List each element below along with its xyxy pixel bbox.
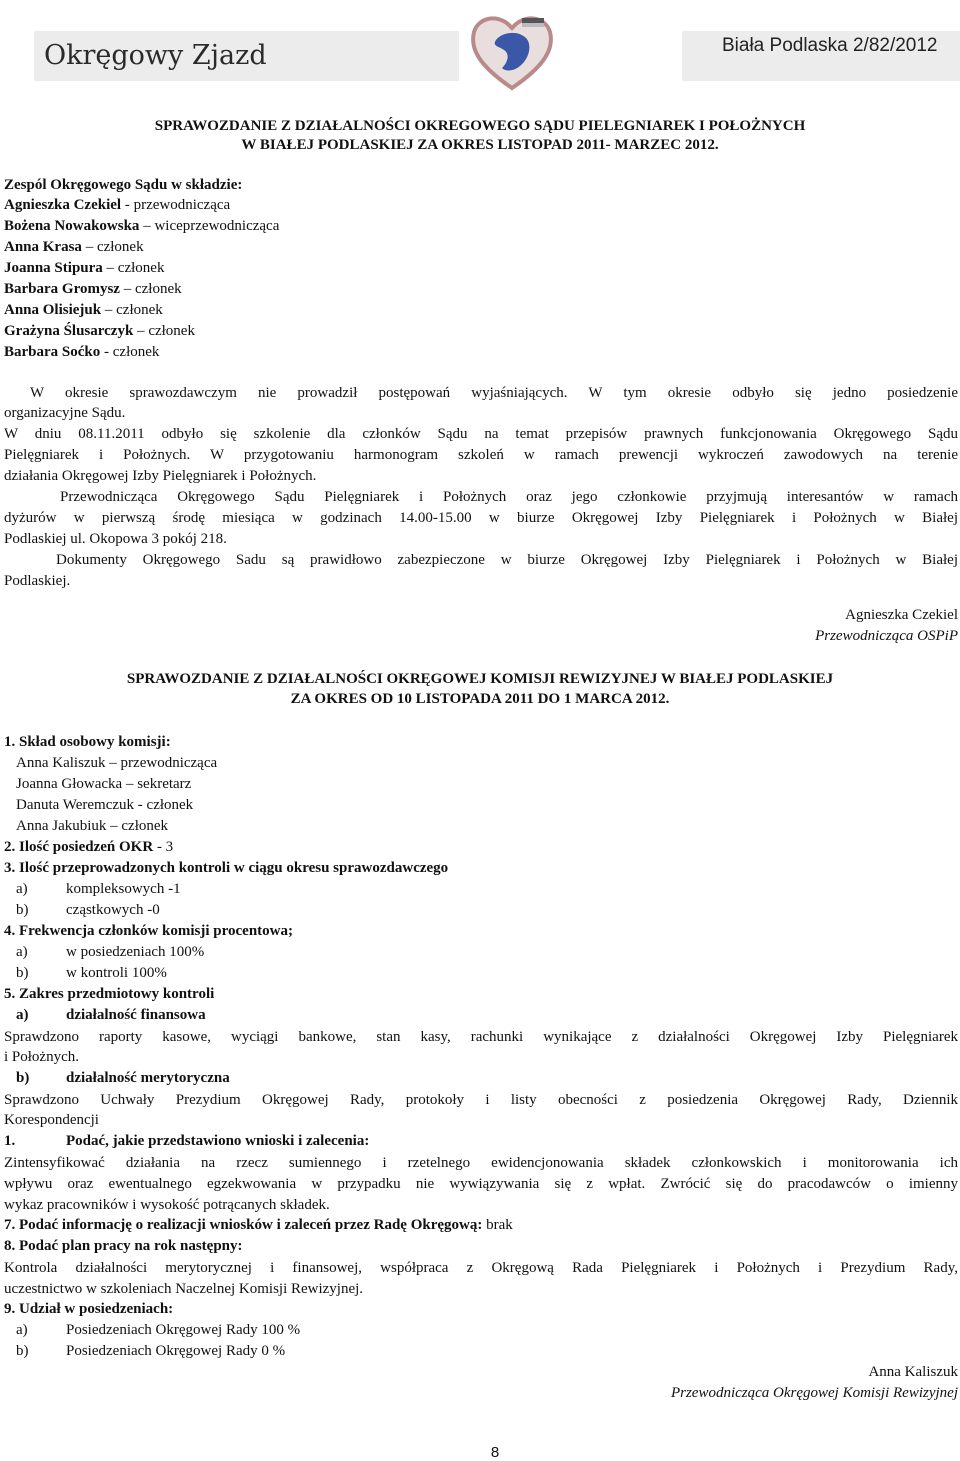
section1-heading: 1. Skład osobowy komisji: xyxy=(4,734,171,750)
list-marker: b) xyxy=(16,1070,30,1086)
section4-heading: 4. Frekwencja członków komisji procentowa; xyxy=(4,923,293,939)
list-marker: b) xyxy=(16,965,29,981)
list-item: Posiedzeniach Okręgowej Rady 100 % xyxy=(66,1322,301,1338)
committee-member: Joanna Głowacka – sekretarz xyxy=(16,776,192,792)
report1-title-line1: SPRAWOZDANIE Z DZIAŁALNOŚCI OKREGOWEGO SĄDU PIELEGNIAREK I POŁOŻNYCH xyxy=(154,118,806,134)
list-item: Posiedzeniach Okręgowej Rady 0 % xyxy=(66,1343,286,1359)
report1-paragraph: W okresie sprawozdawczym nie prowadził postępowań wyjaśniających. W tym okresie odbyło się jedno posiedzenie xyxy=(30,385,958,401)
chamber-logo-icon xyxy=(468,10,556,92)
list-marker: b) xyxy=(16,1343,29,1359)
member-line: Barbara Soćko - członek xyxy=(4,344,160,360)
committee-member: Anna Jakubiuk – członek xyxy=(16,818,169,834)
list-marker: a) xyxy=(16,1007,29,1023)
list-marker: 1. xyxy=(4,1133,16,1149)
report1-paragraph: Przewodnicząca Okręgowego Sądu Pielęgniarek i Położnych oraz jego członkowie przyjmują interesantów w ramach xyxy=(60,489,958,505)
committee-member: Anna Kaliszuk – przewodnicząca xyxy=(16,755,218,771)
section5-heading: 5. Zakres przedmiotowy kontroli xyxy=(4,986,215,1002)
subsection-heading: działalność finansowa xyxy=(66,1007,206,1023)
list-marker: a) xyxy=(16,944,28,960)
section5a-text: Sprawdzono raporty kasowe, wyciągi bankowe, stan kasy, rachunki wynikające z działalności Okręgowej Izby Pielęgniarek xyxy=(4,1029,958,1045)
report1-paragraph: działania Okręgowej Izby Pielęgniarek i Położnych. xyxy=(4,468,317,484)
members-heading: Zespól Okręgowego Sądu w składzie: xyxy=(4,177,243,193)
committee-member: Danuta Weremczuk - członek xyxy=(16,797,194,813)
report2-title-line1: SPRAWOZDANIE Z DZIAŁALNOŚCI OKRĘGOWEJ KOMISJI REWIZYJNEJ W BIAŁEJ PODLASKIEJ xyxy=(126,671,834,687)
section2-line: 2. Ilość posiedzeń OKR - 3 xyxy=(4,839,174,855)
report1-paragraph: dyżurów w pierwszą środę miesiąca w godzinach 14.00-15.00 w biurze Okręgowej Izby Pielęgniarek i Położnych w Białej xyxy=(4,510,958,526)
section6-text: wpływu oraz ewentualnego egzekwowania w przypadku nie wywiązywania się z wpłat. Zwrócić się do pracodawców o imienny xyxy=(4,1176,958,1192)
section6-text: wykaz pracowników i wysokość potrącanych składek. xyxy=(4,1197,330,1213)
member-line: Joanna Stipura – członek xyxy=(4,260,165,276)
list-marker: a) xyxy=(16,1322,28,1338)
list-item: w posiedzeniach 100% xyxy=(66,944,205,960)
report1-paragraph: W dniu 08.11.2011 odbyło się szkolenie dla członków Sądu na temat przepisów prawnych funkcjonowania Okręgowego Sądu xyxy=(4,426,958,442)
list-marker: a) xyxy=(16,881,28,897)
member-line: Anna Olisiejuk – członek xyxy=(4,302,163,318)
section5b-text: Sprawdzono Uchwały Prezydium Okręgowej Rady, protokoły i listy obecności z posiedzenia Okręgowej Rady, Dziennik xyxy=(4,1092,958,1108)
section9-heading: 9. Udział w posiedzeniach: xyxy=(4,1301,174,1317)
section8-text: uczestnictwo w szkoleniach Naczelnej Komisji Rewizyjnej. xyxy=(4,1281,364,1297)
report1-paragraph: organizacyjne Sądu. xyxy=(4,405,126,421)
section8-heading: 8. Podać plan pracy na rok następny: xyxy=(4,1238,243,1254)
report2-title-line2: ZA OKRES OD 10 LISTOPADA 2011 DO 1 MARCA 2012. xyxy=(290,691,670,707)
list-item: w kontroli 100% xyxy=(66,965,167,981)
report2-signature-name: Anna Kaliszuk xyxy=(868,1364,958,1380)
section5b-text: Korespondencji xyxy=(4,1112,99,1128)
report1-signature-name: Agnieszka Czekiel xyxy=(845,607,958,623)
report1-paragraph: Podlaskiej. xyxy=(4,573,71,589)
report1-signature-title: Przewodnicząca OSPiP xyxy=(815,628,958,644)
report1-paragraph: Podlaskiej ul. Okopowa 3 pokój 218. xyxy=(4,531,227,547)
section8-text: Kontrola działalności merytorycznej i finansowej, współpraca z Okręgową Rada Pielęgniarek i Położnych i Prezydium Rady, xyxy=(4,1260,958,1276)
issue-number: Biała Podlaska 2/82/2012 xyxy=(722,35,938,56)
list-item: cząstkowych -0 xyxy=(66,902,160,918)
report1-title-line2: W BIAŁEJ PODLASKIEJ ZA OKRES LISTOPAD 2011- MARZEC 2012. xyxy=(241,137,719,153)
section5a-text: i Położnych. xyxy=(4,1049,79,1065)
report1-paragraph: Pielęgniarek i Położnych. W przygotowaniu harmonogram szkoleń w ramach prewencji wykroczeń zawodowych na terenie xyxy=(4,447,958,463)
member-line: Barbara Gromysz – członek xyxy=(4,281,182,297)
list-marker: b) xyxy=(16,902,29,918)
list-item: kompleksowych -1 xyxy=(66,881,181,897)
report1-paragraph: Dokumenty Okręgowego Sadu są prawidłowo zabezpieczone w biurze Okręgowej Izby Pielęgniarek i Położnych w Białej xyxy=(56,552,958,568)
section3-heading: 3. Ilość przeprowadzonych kontroli w ciągu okresu sprawozdawczego xyxy=(4,860,449,876)
member-line: Bożena Nowakowska – wiceprzewodnicząca xyxy=(4,218,280,234)
page-number: 8 xyxy=(490,1444,500,1461)
section6-heading: Podać, jakie przedstawiono wnioski i zalecenia: xyxy=(66,1133,370,1149)
section7-line: 7. Podać informację o realizacji wniosków i zaleceń przez Radę Okręgową: brak xyxy=(4,1217,513,1233)
newsletter-title: Okręgowy Zjazd xyxy=(44,40,267,71)
member-line: Grażyna Ślusarczyk – członek xyxy=(4,323,195,339)
report2-signature-title: Przewodnicząca Okręgowej Komisji Rewizyjnej xyxy=(670,1385,958,1401)
subsection-heading: działalność merytoryczna xyxy=(66,1070,230,1086)
member-line: Agnieszka Czekiel - przewodnicząca xyxy=(4,197,231,213)
section6-text: Zintensyfikować działania na rzecz sumiennego i rzetelnego ewidencjonowania składek członkowskich i monitorowania ich xyxy=(4,1155,958,1171)
member-line: Anna Krasa – członek xyxy=(4,239,144,255)
